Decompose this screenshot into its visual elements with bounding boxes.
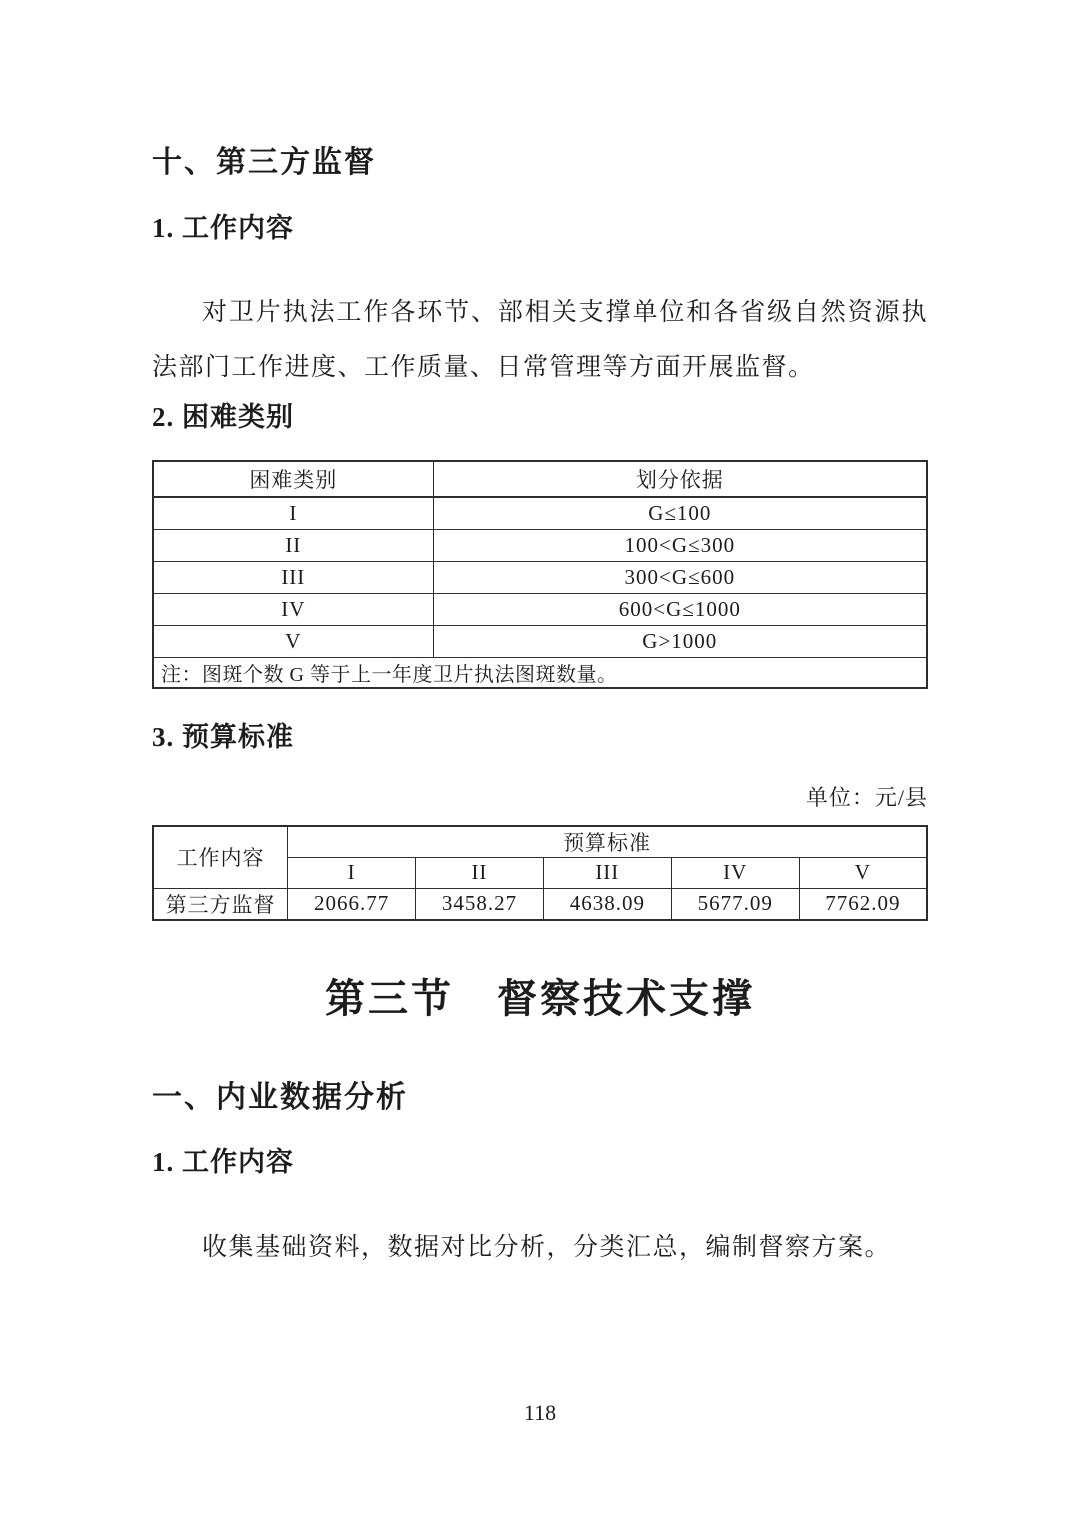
budget-level-header: I <box>288 857 416 888</box>
difficulty-basis-cell: 600<G≤1000 <box>433 593 927 625</box>
heading-work-content-1: 1. 工作内容 <box>152 212 294 243</box>
table-row <box>153 497 927 530</box>
budget-value-cell: 7762.09 <box>799 888 927 920</box>
difficulty-basis-cell: 300<G≤600 <box>433 561 927 593</box>
difficulty-table <box>152 460 928 689</box>
heading-work-content-2: 1. 工作内容 <box>152 1147 294 1178</box>
budget-value-cell: 3458.27 <box>416 888 544 920</box>
budget-table <box>152 825 928 921</box>
difficulty-level-cell: I <box>153 497 433 530</box>
budget-table-header-row-1 <box>153 826 927 858</box>
difficulty-level-cell: V <box>153 625 433 657</box>
table-row <box>153 561 927 593</box>
difficulty-table-header-row <box>153 461 927 497</box>
paragraph-work-content-1: 对卫片执法工作各环节、部相关支撑单位和各省级自然资源执法部门工作进度、工作质量、日常管理等方面开展监督。 <box>152 299 928 382</box>
heading-section10: 十、第三方监督 <box>152 145 376 180</box>
paragraph-work-content-2: 收集基础资料，数据对比分析，分类汇总，编制督察方案。 <box>202 1233 892 1261</box>
difficulty-table-note: 注：图斑个数 G 等于上一年度卫片执法图斑数量。 <box>153 657 927 688</box>
table-row <box>153 529 927 561</box>
budget-value-cell: 2066.77 <box>288 888 416 920</box>
budget-level-header: II <box>416 857 544 888</box>
heading-section3: 第三节 督察技术支撑 <box>325 975 755 1022</box>
heading-difficulty-category: 2. 困难类别 <box>152 402 294 433</box>
budget-level-header: III <box>543 857 671 888</box>
difficulty-level-cell: IV <box>153 593 433 625</box>
budget-value-cell: 4638.09 <box>543 888 671 920</box>
table-row <box>153 593 927 625</box>
page-number: 118 <box>523 1400 557 1425</box>
budget-table-data-row <box>153 888 927 920</box>
table-note-row <box>153 657 927 688</box>
budget-level-header: IV <box>671 857 799 888</box>
budget-level-header: V <box>799 857 927 888</box>
difficulty-table-header-category: 困难类别 <box>153 461 433 497</box>
difficulty-basis-cell: 100<G≤300 <box>433 529 927 561</box>
budget-row-label: 第三方监督 <box>153 888 288 920</box>
difficulty-level-cell: III <box>153 561 433 593</box>
unit-label: 单位：元/县 <box>805 784 928 810</box>
heading-budget-standard: 3. 预算标准 <box>152 721 294 752</box>
difficulty-basis-cell: G>1000 <box>433 625 927 657</box>
budget-value-cell: 5677.09 <box>671 888 799 920</box>
difficulty-level-cell: II <box>153 529 433 561</box>
difficulty-table-header-basis: 划分依据 <box>433 461 927 497</box>
table-row <box>153 625 927 657</box>
difficulty-basis-cell: G≤100 <box>433 497 927 530</box>
budget-table-header-work: 工作内容 <box>153 826 288 889</box>
heading-indoor-data-analysis: 一、内业数据分析 <box>152 1079 408 1115</box>
budget-table-header-group: 预算标准 <box>288 826 927 858</box>
